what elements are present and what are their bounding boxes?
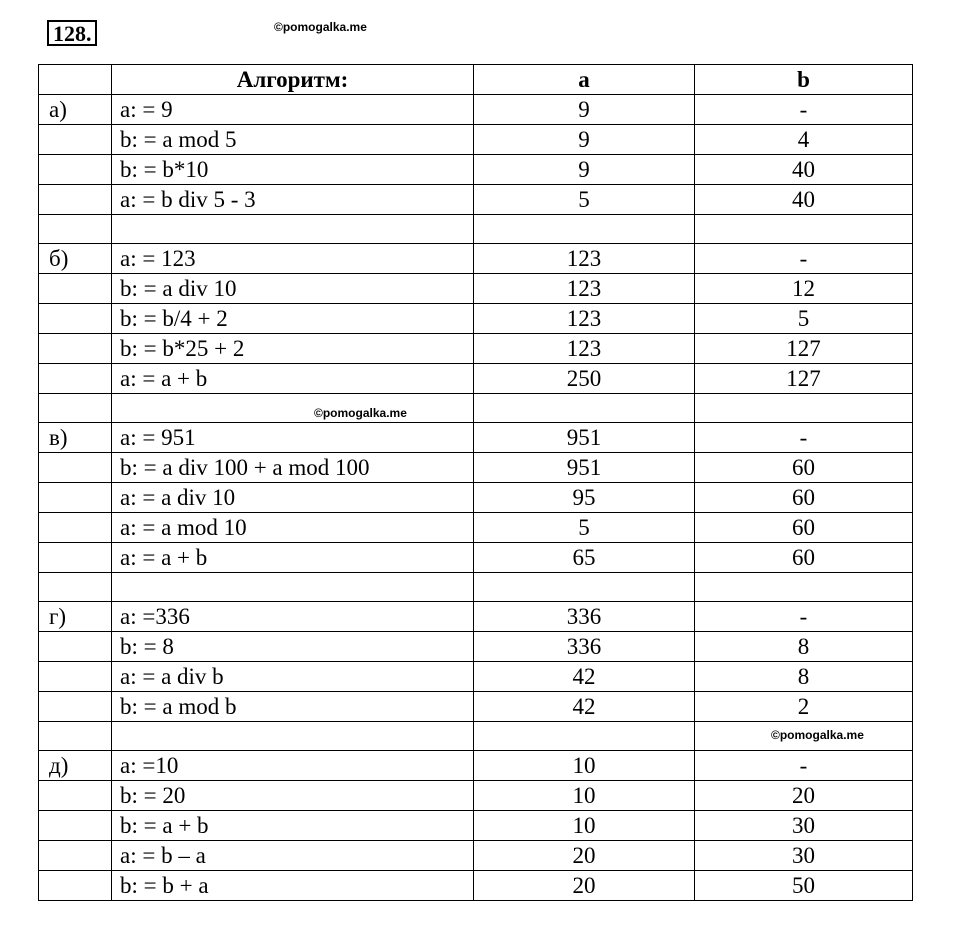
value-a: 20 [474, 871, 695, 901]
watermark-middle: ©pomogalka.me [314, 406, 407, 420]
value-a: 9 [474, 95, 695, 125]
header-a: a [474, 65, 695, 95]
algorithm-step: b: = a + b [112, 811, 474, 841]
table-row [39, 244, 913, 274]
algorithm-step: b: = a mod b [112, 692, 474, 722]
value-b: - [695, 95, 913, 125]
value-b: 2 [695, 692, 913, 722]
algorithm-step [112, 573, 474, 602]
value-a [474, 394, 695, 423]
table-row [39, 513, 913, 543]
table-header-row [39, 65, 913, 95]
table-row [39, 692, 913, 722]
algorithm-step: a: = b – a [112, 841, 474, 871]
value-a: 123 [474, 304, 695, 334]
task-number-suffix: . [86, 21, 92, 46]
row-label: а) [39, 95, 112, 125]
table-row [39, 632, 913, 662]
table-row [39, 871, 913, 901]
value-b: 40 [695, 185, 913, 215]
value-b: 8 [695, 662, 913, 692]
algorithm-table [38, 64, 913, 901]
table-row [39, 274, 913, 304]
table-row [39, 483, 913, 513]
value-b [695, 573, 913, 602]
algorithm-step: a: = a + b [112, 543, 474, 573]
row-label [39, 364, 112, 394]
row-label [39, 543, 112, 573]
value-b: - [695, 751, 913, 781]
row-label [39, 662, 112, 692]
algorithm-step: a: = 951 [112, 423, 474, 453]
algorithm-step [112, 722, 474, 751]
value-a: 20 [474, 841, 695, 871]
table-row [39, 304, 913, 334]
value-b: 8 [695, 632, 913, 662]
table-row [39, 95, 913, 125]
value-b: 127 [695, 364, 913, 394]
row-label [39, 334, 112, 364]
value-a: 10 [474, 811, 695, 841]
value-a [474, 722, 695, 751]
watermark-top: ©pomogalka.me [274, 20, 367, 34]
row-label: в) [39, 423, 112, 453]
algorithm-step: b: = b*25 + 2 [112, 334, 474, 364]
algorithm-step: a: = 9 [112, 95, 474, 125]
row-label: г) [39, 602, 112, 632]
value-b: 5 [695, 304, 913, 334]
algorithm-step: b: = a div 10 [112, 274, 474, 304]
value-a: 123 [474, 244, 695, 274]
task-number [47, 20, 97, 46]
row-label [39, 632, 112, 662]
table-body [39, 95, 913, 901]
row-label [39, 274, 112, 304]
value-b: 50 [695, 871, 913, 901]
value-a: 336 [474, 632, 695, 662]
row-label [39, 871, 112, 901]
value-a: 250 [474, 364, 695, 394]
table-row [39, 841, 913, 871]
value-b: - [695, 423, 913, 453]
value-a: 10 [474, 781, 695, 811]
row-label: д) [39, 751, 112, 781]
row-label [39, 394, 112, 423]
value-a: 10 [474, 751, 695, 781]
algorithm-step: a: = a div b [112, 662, 474, 692]
row-label [39, 692, 112, 722]
table-row [39, 155, 913, 185]
algorithm-step: a: =10 [112, 751, 474, 781]
table-row [39, 215, 913, 244]
algorithm-step [112, 215, 474, 244]
algorithm-step: a: = 123 [112, 244, 474, 274]
value-a: 95 [474, 483, 695, 513]
table-row [39, 543, 913, 573]
task-number-value: 128 [53, 21, 86, 46]
value-b: 12 [695, 274, 913, 304]
value-a [474, 215, 695, 244]
row-label [39, 513, 112, 543]
value-b: - [695, 602, 913, 632]
value-b: 30 [695, 811, 913, 841]
row-label: б) [39, 244, 112, 274]
table-row [39, 811, 913, 841]
algorithm-step: b: = b*10 [112, 155, 474, 185]
row-label [39, 811, 112, 841]
value-a: 65 [474, 543, 695, 573]
value-a: 9 [474, 155, 695, 185]
table-row [39, 125, 913, 155]
algorithm-step [112, 394, 474, 423]
value-a: 951 [474, 423, 695, 453]
algorithm-step: b: = b/4 + 2 [112, 304, 474, 334]
value-a: 5 [474, 185, 695, 215]
value-b: - [695, 244, 913, 274]
algorithm-step: b: = a mod 5 [112, 125, 474, 155]
row-label [39, 215, 112, 244]
table-row [39, 394, 913, 423]
algorithm-step: a: = a div 10 [112, 483, 474, 513]
table-row [39, 781, 913, 811]
value-b: 20 [695, 781, 913, 811]
value-a: 42 [474, 662, 695, 692]
value-b: 60 [695, 543, 913, 573]
row-label [39, 841, 112, 871]
algorithm-step: b: = a div 100 + a mod 100 [112, 453, 474, 483]
table-row [39, 364, 913, 394]
table-row [39, 573, 913, 602]
value-a: 9 [474, 125, 695, 155]
value-a: 951 [474, 453, 695, 483]
value-a: 123 [474, 334, 695, 364]
table-row [39, 185, 913, 215]
table-row [39, 423, 913, 453]
value-a: 5 [474, 513, 695, 543]
table-row [39, 453, 913, 483]
row-label [39, 304, 112, 334]
value-a: 336 [474, 602, 695, 632]
table-row [39, 662, 913, 692]
table-row [39, 602, 913, 632]
row-label [39, 573, 112, 602]
value-a: 42 [474, 692, 695, 722]
algorithm-step: a: = a + b [112, 364, 474, 394]
value-b: 30 [695, 841, 913, 871]
row-label [39, 453, 112, 483]
header-algorithm: Алгоритм: [112, 65, 474, 95]
row-label [39, 125, 112, 155]
value-b: 60 [695, 483, 913, 513]
row-label [39, 185, 112, 215]
row-label [39, 781, 112, 811]
value-b: 60 [695, 513, 913, 543]
row-label [39, 483, 112, 513]
algorithm-step: a: =336 [112, 602, 474, 632]
value-b [695, 215, 913, 244]
algorithm-step: b: = 8 [112, 632, 474, 662]
algorithm-step: b: = b + a [112, 871, 474, 901]
table-row [39, 334, 913, 364]
table-row [39, 751, 913, 781]
value-b: 127 [695, 334, 913, 364]
value-b: 40 [695, 155, 913, 185]
value-b [695, 394, 913, 423]
value-a [474, 573, 695, 602]
header-b: b [695, 65, 913, 95]
header-label [39, 65, 112, 95]
algorithm-step: b: = 20 [112, 781, 474, 811]
value-a: 123 [474, 274, 695, 304]
row-label [39, 722, 112, 751]
value-b: 4 [695, 125, 913, 155]
value-b: 60 [695, 453, 913, 483]
watermark-lower: ©pomogalka.me [771, 728, 864, 742]
algorithm-step: a: = a mod 10 [112, 513, 474, 543]
row-label [39, 155, 112, 185]
algorithm-step: a: = b div 5 - 3 [112, 185, 474, 215]
